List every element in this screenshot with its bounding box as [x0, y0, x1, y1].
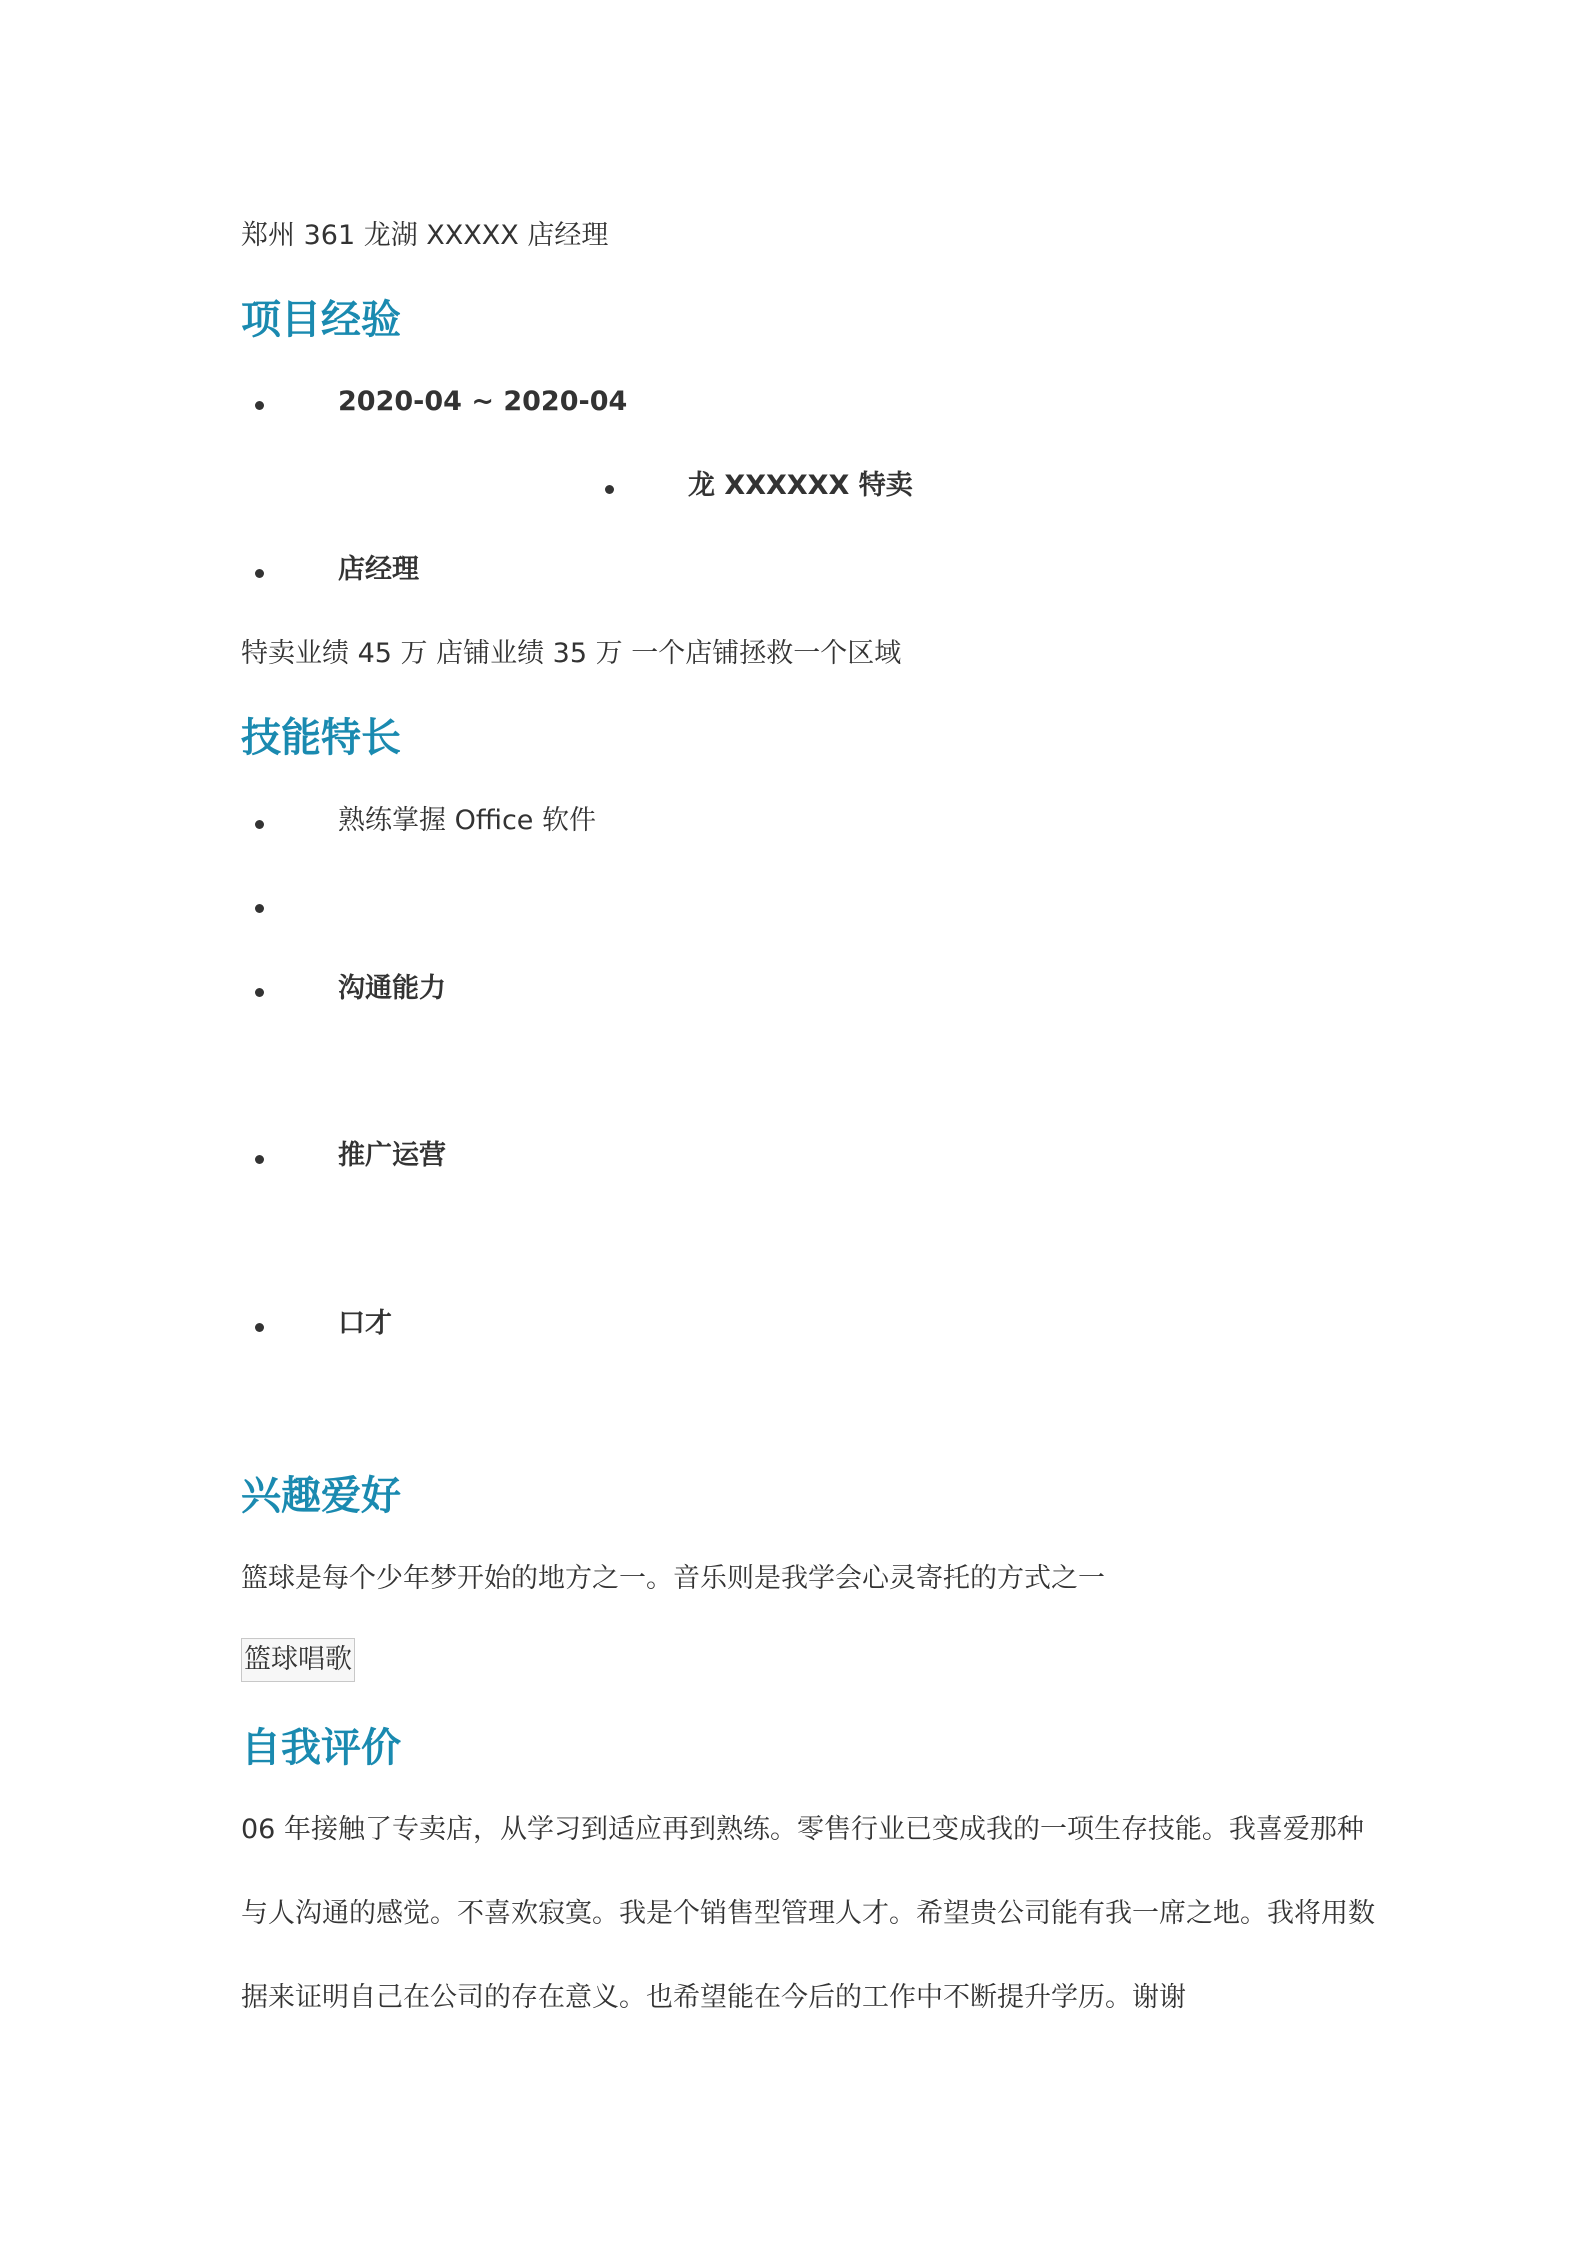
bullet-icon [255, 904, 264, 913]
self-evaluation-heading: 自我评价 [241, 1725, 401, 1771]
project-experience-heading: 项目经验 [241, 297, 401, 343]
bullet-icon [255, 988, 264, 997]
self-evaluation-line: 据来证明自己在公司的存在意义。也希望能在今后的工作中不断提升学历。谢谢 [241, 1982, 1186, 2013]
project-description: 特卖业绩 45 万 店铺业绩 35 万 一个店铺拯救一个区域 [241, 638, 902, 669]
skill-item: 口才 [338, 1308, 392, 1339]
bullet-icon [255, 820, 264, 829]
skill-item: 沟通能力 [338, 973, 446, 1004]
hobby-tag: 篮球唱歌 [241, 1638, 355, 1682]
bullet-icon [605, 485, 614, 494]
project-position: 店经理 [338, 554, 419, 585]
bullet-icon [255, 1155, 264, 1164]
skill-item: 推广运营 [338, 1140, 446, 1171]
skill-item: 熟练掌握 Office 软件 [338, 805, 596, 836]
hobbies-heading: 兴趣爱好 [241, 1473, 401, 1519]
job-title-line: 郑州 361 龙湖 XXXXX 店经理 [241, 220, 609, 251]
skills-heading: 技能特长 [241, 715, 401, 761]
bullet-icon [255, 1323, 264, 1332]
bullet-icon [255, 401, 264, 410]
project-company: 龙 XXXXXX 特卖 [688, 470, 913, 501]
hobbies-text: 篮球是每个少年梦开始的地方之一。音乐则是我学会心灵寄托的方式之一 [241, 1563, 1105, 1594]
self-evaluation-line: 06 年接触了专卖店，从学习到适应再到熟练。零售行业已变成我的一项生存技能。我喜爱那种 [241, 1814, 1364, 1845]
project-date-range: 2020-04 ~ 2020-04 [338, 386, 628, 417]
self-evaluation-line: 与人沟通的感觉。不喜欢寂寞。我是个销售型管理人才。希望贵公司能有我一席之地。我将用数 [241, 1898, 1375, 1929]
bullet-icon [255, 569, 264, 578]
